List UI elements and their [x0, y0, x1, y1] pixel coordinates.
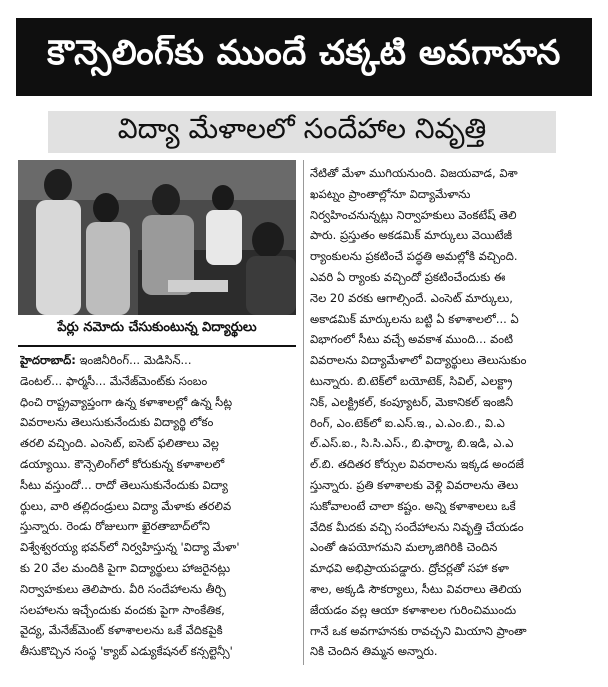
- article-line: ఖపట్నం ప్రాంతాల్లోనూ విద్యామేళాను: [310, 186, 471, 201]
- caption-divider: [18, 345, 296, 347]
- article-line: టున్నారు. బి.టెక్‌లో బయోటెక్, సివిల్, ఎలక్ట్రా: [310, 373, 513, 388]
- article-line: స్తున్నారు. రెండు రోజులుగా ఖైరతాబాద్‌లోని: [20, 519, 210, 534]
- article-line: అకాడమిక్ మార్కులను బట్టి ఏ కళాశాలలో... ఏ: [310, 311, 519, 326]
- article-line: నిక్, ఎలక్ట్రికల్, కంప్యూటర్, మెకానికల్ ఇంజినీ: [310, 394, 514, 409]
- subheadline: విద్యా మేళాలలో సందేహాల నివృత్తి: [48, 111, 556, 153]
- article-line: మాధవి అభిప్రాయపడ్డారు. ద్రోచర్లతో సహా కళా: [310, 561, 509, 576]
- article-column-left: [20, 350, 296, 662]
- article-line: విశ్వేశ్వరయ్య భవన్‌లో నిర్వహిస్తున్న 'విద్యా మేళా': [20, 540, 240, 555]
- article-line: కు 20 వేల మందికి పైగా విద్యార్థులు హాజరైనట్లు: [20, 560, 231, 575]
- article-line: నెల 20 వరకు ఆగాల్సిందే. ఎంసెట్ మార్కులు,: [310, 290, 513, 305]
- photo-illustration: [18, 160, 296, 315]
- article-line: ధించి రాష్ట్రవ్యాప్తంగా ఉన్న కళాశాలల్లో ఉన్న సీట్ల: [20, 394, 233, 409]
- article-line: డయ్యాయి. కౌన్సెలింగ్‌లో కోరుకున్న కళాశాలలో: [20, 456, 225, 471]
- article-line: [20, 350, 296, 371]
- article-line: సలహాలను ఇచ్చేందుకు వందకు పైగా సాంకేతిక,: [20, 602, 225, 617]
- article-line: ల్.బి. తదితర కోర్సుల వివరాలను ఇక్కడ అందజే: [310, 457, 524, 472]
- article-line: వివరాలను విద్యామేళాలో విద్యార్థులు తెలుసుకుం: [310, 353, 527, 368]
- article-line: సీటు వస్తుందో... రాదో తెలుసుకునేందుకు విద్యా: [20, 477, 228, 492]
- article-line: ఎవరి ఏ ర్యాంకు వచ్చిందో ప్రకటించేందుకు ఈ: [310, 269, 506, 284]
- article-line: జేయడం వల్ల ఆయా కళాశాలల గురించిముందు: [310, 602, 517, 617]
- article-line: స్తున్నారు. ప్రతి కళాశాలకు వెళ్లి వివరాలను తెలు: [310, 477, 519, 492]
- article-line: ఎంతో ఉపయోగమని మల్కాజిగిరికి చెందిన: [310, 540, 498, 555]
- headline: కౌన్సెలింగ్‌కు ముందే చక్కటి అవగాహన: [16, 18, 592, 96]
- article-line: గానే ఒక అవగాహనకు రావచ్చని మియాని ప్రాంతా: [310, 623, 527, 638]
- article-line: విభాగంలో సీటు వచ్చే అవకాశ ముంది... వంటి: [310, 332, 513, 347]
- article-line: వివరాలను తెలుసుకునేందుకు విద్యార్థి లోకం: [20, 415, 214, 430]
- article-line: వేదిక మీదకు వచ్చి సందేహాలను నివృత్తి చేయడం: [310, 519, 524, 534]
- article-line: నిర్వహించనున్నట్లు నిర్వాహకులు వెంకటేష్ తెలి: [310, 207, 517, 222]
- article-line: రింగ్, ఎం.టెక్‌లో ఐ.ఎస్.ఇ., ఎ.ఎం.బి., వి.ఎ: [310, 415, 505, 430]
- article-line: పారు. ప్రస్తుతం అకడమిక్ మార్కులు వెయిటేజీ: [310, 228, 513, 243]
- article-line: శాల, అక్కడి సౌకర్యాలు, సీటు వివరాలు తెలియ: [310, 581, 522, 596]
- article-photo: [18, 160, 296, 315]
- article-line: ర్థులు, వారి తల్లిదండ్రులు విద్యా మేళాకు తరలివ: [20, 498, 232, 513]
- dateline: హైదరాబాద్:: [20, 353, 76, 367]
- article-line: నేటితో మేళా ముగియనుంది. విజయవాడ, విశా: [310, 166, 518, 180]
- article-line: నిర్వాహకులు తెలిపారు. వీరి సందేహాలను తీర్చి: [20, 581, 226, 596]
- photo-caption: పేర్లు నమోదు చేసుకుంటున్న విద్యార్థులు: [57, 320, 257, 335]
- article-line: ల్.ఎస్.ఐ., సి.సి.ఎస్., బి.ఫార్మా, బి.ఇడి, ఎ.ఎ: [310, 436, 514, 451]
- article-line: తరలి వచ్చింది. ఎంసెట్, ఐసెట్ ఫలితాలు వెల్ల: [20, 436, 219, 451]
- article-line: సుకోవాలంటే చాలా కష్టం. అన్ని కళాశాలలు ఒకే: [310, 498, 516, 513]
- column-rule: [303, 160, 304, 665]
- article-column-right: [310, 163, 593, 662]
- article-line: ర్యాంకులను ప్రకటించే పద్ధతి అమల్లోకి వచ్చింది.: [310, 249, 518, 264]
- article-line: నికి చెందిన తిమ్మన అన్నారు.: [310, 644, 438, 659]
- article-line: డెంటల్... ఫార్మసీ... మేనేజ్‌మెంట్‌కు సంబం: [20, 373, 208, 388]
- article-line: వైద్య, మేనేజ్‌మెంట్ కళాశాలలను ఒకే వేదికపైకి: [20, 623, 223, 638]
- article-line-text: ఇంజినీరింగ్... మెడిసిన్...: [75, 353, 192, 367]
- article-line: తీసుకొచ్చిన సంస్థ 'క్యాబ్ ఎడ్యుకేషనల్ కన్సల్టెన్సీ': [20, 644, 233, 659]
